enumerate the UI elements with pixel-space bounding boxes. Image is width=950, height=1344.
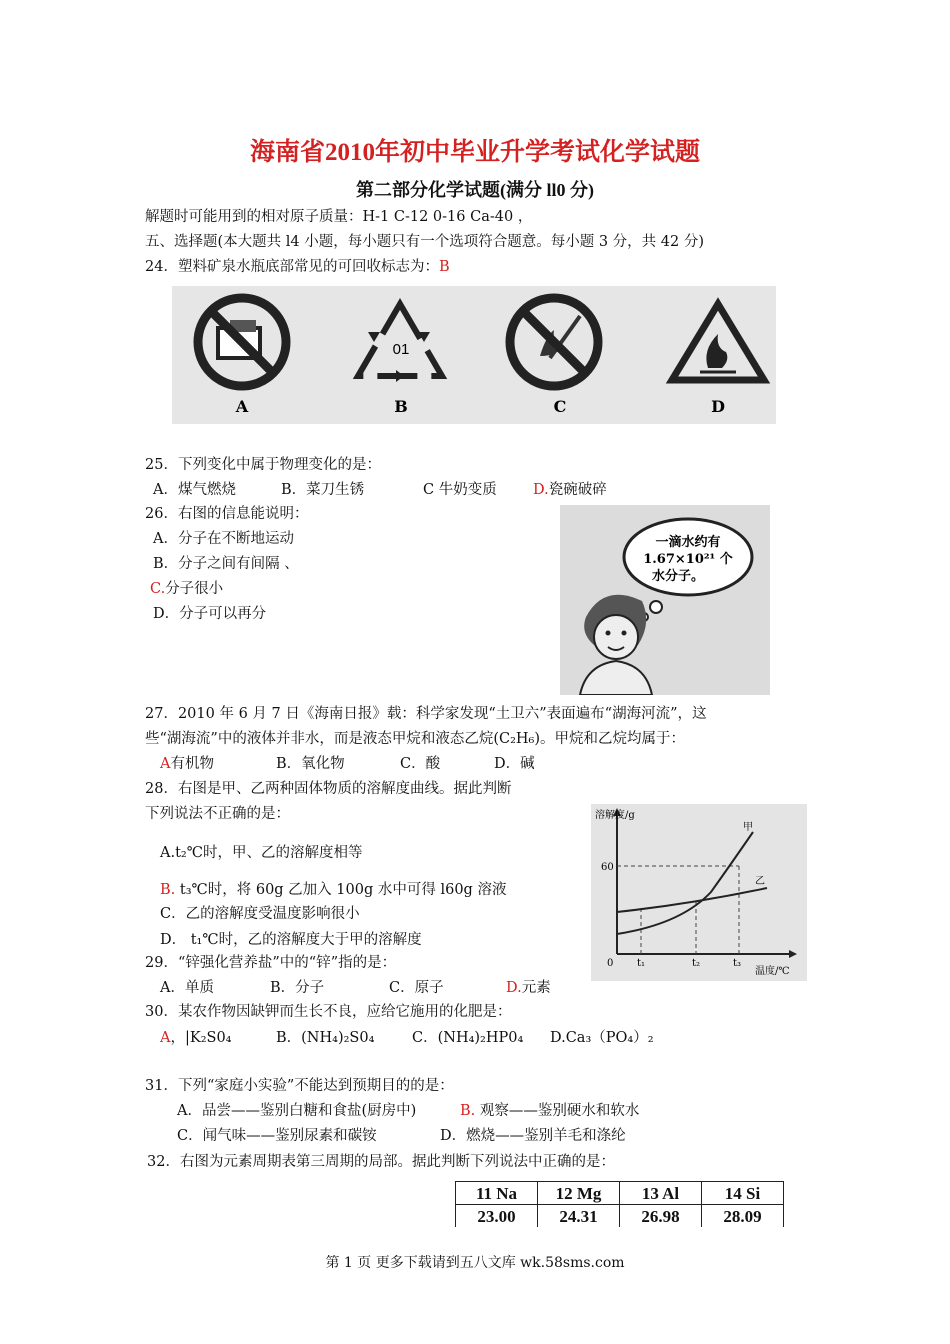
question-28-option-a: A.t₂℃时，甲、乙的溶解度相等 [160, 845, 363, 861]
question-32-stem: 32．右图为元素周期表第三周期的局部。据此判断下列说法中正确的是： [147, 1154, 615, 1170]
question-25-option-d-text: 瓷碗破碎 [548, 482, 607, 498]
question-27-option-a [160, 752, 214, 773]
question-27-option-d: D．碱 [494, 756, 535, 772]
question-29-answer: D. [506, 980, 522, 996]
question-24-answer: B [438, 259, 450, 275]
graph-x-tick-t3: t₃ [733, 958, 742, 969]
element-cell: 11 Na [456, 1182, 538, 1205]
question-30-option-a-text: ，|K₂S0₄ [170, 1030, 232, 1046]
question-31-answer: B. [460, 1103, 476, 1119]
question-28-answer: B. [160, 882, 176, 898]
solubility-curve-figure [591, 804, 807, 981]
question-31-option-c: C．闻气味——鉴别尿素和碳铵 [177, 1128, 377, 1144]
element-cell: 13 Al [620, 1182, 702, 1205]
question-31-option-a: A．品尝——鉴别白糖和食盐(厨房中) [177, 1103, 417, 1119]
graph-ylabel: 溶解度/g [595, 810, 635, 821]
element-symbol-row [456, 1182, 784, 1205]
page-title: 海南省2010年初中毕业升学考试化学试题 [249, 139, 700, 166]
graph-x-tick-t2: t₂ [692, 958, 701, 969]
curve-jia-label: 甲 [743, 822, 753, 833]
graph-y-tick-60: 60 [601, 862, 614, 873]
question-29-option-a: A．单质 [160, 980, 214, 996]
question-24 [145, 255, 450, 276]
question-29-option-c: C．原子 [389, 980, 444, 996]
flammable-warning-icon [672, 304, 764, 380]
girl-icon [580, 595, 652, 695]
recycle-triangle-icon [358, 304, 442, 382]
question-25-option-d [533, 478, 607, 499]
question-29-stem: 29．“锌强化营养盐”中的“锌”指的是： [145, 955, 397, 971]
question-30-answer: A [160, 1030, 171, 1046]
question-29-option-d [506, 976, 551, 997]
recycle-code-label: 01 [392, 341, 410, 358]
question-28-line-1: 28．右图是甲、乙两种固体物质的溶解度曲线。据此判断 [145, 781, 512, 797]
question-25-answer: D. [533, 482, 549, 498]
curve-yi-label: 乙 [755, 876, 765, 887]
atomic-mass-row [456, 1205, 784, 1228]
question-25-stem: 25．下列变化中属于物理变化的是： [145, 457, 381, 473]
question-27-option-b: B．氧化物 [276, 756, 345, 772]
question-30-option-b: B．(NH₄)₂S0₄ [276, 1030, 375, 1046]
bubble-line-1: 一滴水约有 [655, 535, 721, 550]
question-27-option-c: C．酸 [400, 756, 441, 772]
periodic-table-fragment [455, 1181, 784, 1227]
question-27-option-a-text: 有机物 [170, 756, 214, 772]
question-25-option-b: B．菜刀生锈 [281, 482, 365, 498]
question-26-option-c-text: 分子很小 [165, 581, 224, 597]
atomic-mass-cell: 26.98 [620, 1205, 702, 1228]
page-subtitle: 第二部分化学试题(满分 ll0 分) [356, 180, 594, 200]
question-28-line-2: 下列说法不正确的是： [145, 806, 290, 822]
intro-text: 解题时可能用到的相对原子质量：H-1 C-12 0-16 Ca-40 ， [145, 209, 533, 225]
question-26-stem: 26．右图的信息能说明： [145, 506, 309, 522]
question-26-option-c [150, 577, 223, 598]
graph-x-tick-t1: t₁ [637, 958, 646, 969]
graph-origin: 0 [607, 958, 614, 969]
question-31-stem: 31．下列“家庭小实验”不能达到预期目的的是： [145, 1078, 454, 1094]
bubble-line-3: 水分子。 [651, 569, 705, 584]
water-molecule-cartoon [560, 505, 770, 695]
question-28-option-c: C．乙的溶解度受温度影响很小 [160, 906, 360, 922]
recycle-signs-figure [172, 286, 776, 424]
section-heading: 五、选择题(本大题共 l4 小题，每小题只有一个选项符合题意。每小题 3 分，共 42 分) [145, 234, 705, 250]
question-30-option-c: C．(NH₄)₂HP0₄ [412, 1030, 524, 1046]
atomic-mass-cell: 24.31 [538, 1205, 620, 1228]
question-29-option-b: B．分子 [270, 980, 325, 996]
question-28-option-b [160, 878, 506, 899]
question-31-option-d: D．燃烧——鉴别羊毛和涤纶 [440, 1128, 626, 1144]
question-27-answer: A [160, 756, 171, 772]
question-26-option-d: D．分子可以再分 [153, 606, 267, 622]
sign-label-a: A [235, 397, 249, 416]
question-24-stem: 24．塑料矿泉水瓶底部常见的可回收标志为： [145, 259, 439, 275]
sign-label-c: C [553, 397, 567, 416]
question-27-line-1: 27．2010 年 6 月 7 日《海南日报》载：科学家发现“土卫六”表面遍布“湖海河流”，这 [145, 706, 707, 722]
question-31-option-b [460, 1099, 639, 1120]
question-30-option-a [160, 1026, 232, 1047]
question-28-option-d: D． t₁℃时，乙的溶解度大于甲的溶解度 [160, 932, 422, 948]
no-fire-icon [510, 298, 598, 386]
graph-xlabel: 温度/℃ [755, 966, 790, 977]
question-30-option-d: D.Ca₃（PO₄）₂ [550, 1030, 654, 1046]
sign-label-b: B [394, 397, 408, 416]
element-cell: 14 Si [702, 1182, 784, 1205]
element-cell: 12 Mg [538, 1182, 620, 1205]
question-26-option-a: A．分子在不断地运动 [153, 531, 294, 547]
question-25-option-a: A．煤气燃烧 [153, 482, 236, 498]
question-28-option-b-text: t₃℃时，将 60g 乙加入 100g 水中可得 l60g 溶液 [175, 882, 507, 898]
question-27-line-2: 些“湖海流”中的液体并非水，而是液态甲烷和液态乙烷(C₂H₆)。甲烷和乙烷均属于： [145, 731, 686, 747]
question-31-option-b-text: 观察——鉴别硬水和软水 [475, 1103, 640, 1119]
question-29-option-d-text: 元素 [521, 980, 551, 996]
question-30-stem: 30．某农作物因缺钾而生长不良，应给它施用的化肥是： [145, 1004, 512, 1020]
atomic-mass-cell: 23.00 [456, 1205, 538, 1228]
atomic-mass-cell: 28.09 [702, 1205, 784, 1228]
question-25-option-c: C 牛奶变质 [423, 482, 497, 498]
question-26-option-b: B．分子之间有间隔 、 [153, 556, 299, 572]
page-footer: 第 1 页 更多下载请到五八文库 wk.58sms.com [325, 1255, 625, 1271]
bubble-line-2: 1.67×10²¹ 个 [643, 552, 733, 567]
question-26-answer: C. [150, 581, 166, 597]
no-entry-box-icon [198, 298, 286, 386]
curve-jia [617, 832, 753, 934]
sign-label-d: D [711, 397, 725, 416]
